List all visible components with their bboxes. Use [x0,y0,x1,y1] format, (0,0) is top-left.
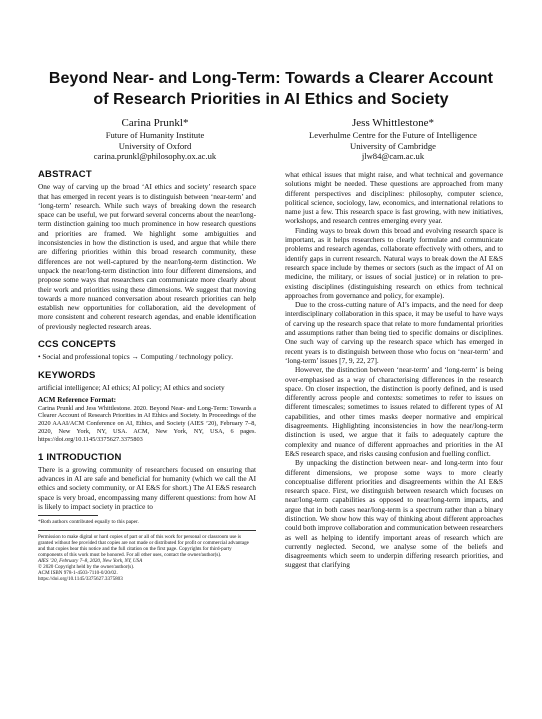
left-column [38,170,256,583]
author-institution: University of Oxford [118,140,192,151]
keywords-text: artificial intelligence; AI ethics; AI policy; AI ethics and society [38,382,225,392]
footnote: *Both authors contributed equally to this paper. [38,519,139,526]
author-name: Carina Prunkl* [121,117,189,129]
body-paragraph: what ethical issues that might raise, and what technical and governance solutions might be needed. These questions are approached from many different perspectives and disciplines: philosophy, computer science, political science, sociology, law, economics, and international relations to name just a few. This research space is fast growing, with new initiatives, workshops, and research centres emerging every year. [285,170,503,226]
keywords-heading: KEYWORDS [38,369,96,381]
isbn-line: ACM ISBN 978-1-4503-7110-0/20/02. [38,570,118,577]
body-paragraph: However, the distinction between ‘near-term’ and ‘long-term’ is being over-emphasised as a way of characterising differences in the research space. On closer inspection, the distinction is poorly defined, and is used differently across people and contexts: sometimes to refer to issues on different timescales; sometimes to issues related to different types of AI capabilities, and other times masks deeper normative and empirical disagreements. Highlighting inconsistencies in how the near/long-term distinction is used, we argue that it fails to adequately capture the complexity and nuance of different approaches and priorities in the AI E&S research space, and risks causing confusion and fuelling conflict. [285,365,503,458]
right-column [285,170,503,570]
introduction-heading: 1 INTRODUCTION [38,451,122,463]
venue-line: AIES ’20, February 7–8, 2020, New York, NY, USA [38,558,143,565]
ccs-text: • Social and professional topics → Computing / technology policy. [38,352,234,362]
abstract-text: One way of carving up the broad ‘AI ethics and society’ research space that has emerged in recent years is to distinguish between ‘near-term’ and ‘long-term’ research. While such ways of breaking down the research space can be useful, we put forward several concerns about the near/long-term distinction gaining too much prominence in how research questions and priorities are framed. We highlight some ambiguities and inconsistencies in how the distinction is used, and argue that while there are differing priorities within this broad research community, these differences are not well-captured by the near/long-term distinction. We unpack the near/long-term distinction into four different dimensions, and propose some ways that researchers can communicate more clearly about their work and priorities using these dimensions. We suggest that moving towards a more nuanced conversation about research priorities can help establish new opportunities for collaboration, aid the development of more consistent and coherent research agendas, and enable identification of previously neglected research areas. [38,182,256,331]
author-block-1 [40,117,270,162]
body-paragraph: Finding ways to break down this broad and evolving research space is important, as it helps researchers to clearly formulate and communicate problems and research agendas, collaborate effectively with others, and to identify gaps in current research. Natural ways to break down the AI E&S research space include by themes or sectors (such as the impact of AI on medicine, the military, or issues of social justice) or in relation to pre-existing disciplines (distinguishing research on ethics from technical approaches from governance and policy, for example). [285,225,503,300]
introduction-text: There is a growing community of researchers focused on ensuring that advances in AI are safe and beneficial for humanity (which we call the AI ethics and society community, or AI E&S for short.) The AI E&S research space is very broad, encompassing many different questions: from how AI is likely to impact society in practice to [38,464,256,511]
reference-format-heading: ACM Reference Format: [38,395,117,405]
author-affiliation: Future of Humanity Institute [105,130,205,140]
abstract-heading: ABSTRACT [38,169,92,180]
footnote-rule [38,515,98,516]
permission-block [38,534,256,583]
author-institution: University of Cambridge [350,140,436,151]
author-name: Jess Whittlestone* [352,117,434,129]
author-block-2 [278,117,508,162]
author-email: jlw84@cam.ac.uk [361,151,425,161]
copyright-line: © 2020 Copyright held by the owner/author(s). [38,564,135,571]
doi-link[interactable]: https://doi.org/10.1145/3375627.3375803 [38,576,123,583]
permission-rule [38,530,256,531]
permission-text: Permission to make digital or hard copies of part or all of this work for personal or classroom use is granted without fee provided that copies are not made or distributed for profit or commercial advantage and that copies bear this notice and the full citation on the first page. Copyrights for third-party components of this work must be honored. For all other uses, contact the owner/author(s). [38,533,249,559]
paper-title: Beyond Near- and Long-Term: Towards a Clearer Account of Research Priorities in AI Ethics and Society [48,70,494,108]
reference-format-text: Carina Prunkl and Jess Whittlestone. 2020. Beyond Near- and Long-Term: Towards a Clearer Account of Research Priorities in AI Ethics and Society. In Proceedings of the 2020 AAAI/ACM Conference on AI, Ethics, and Society (AIES ’20), February 7–8, 2020, New York, NY, USA. ACM, New York, NY, USA, 6 pages. https://doi.org/10.1145/3375627.3375803 [38,404,256,443]
body-paragraph: Due to the cross-cutting nature of AI’s impacts, and the need for deep interdisciplinary collaboration in this space, it may be useful to have ways of carving up the research space that relate to more fundamental priorities and assumptions rather than being tied to specific domains or disciplines. One such way of carving up the research space which has emerged in recent years is to distinguish between those who focus on ‘near-term’ and ‘long-term’ issues [7, 9, 22, 27]. [285,300,503,365]
author-email: carina.prunkl@philosophy.ox.ac.uk [93,151,217,161]
author-affiliation: Leverhulme Centre for the Future of Intelligence [309,130,477,140]
ccs-heading: CCS CONCEPTS [38,339,116,351]
body-paragraph: By unpacking the distinction between near- and long-term into four different dimensions, we propose some ways to more clearly conceptualise different priorities and disagreements within the AI E&S research space. First, we distinguish between research which focuses on near/long-term capabilities as opposed to near/long-term impacts, and argue that in both cases near/long-term is a spectrum rather than a binary distinction. We show how this way of thinking about different approaches could both improve collaboration and communication between researchers as well as helping to identify important areas of research which are currently neglected. Second, we analyse some of the beliefs and disagreements which seem to underpin differing research priorities, and suggest that clarifying [285,458,503,570]
